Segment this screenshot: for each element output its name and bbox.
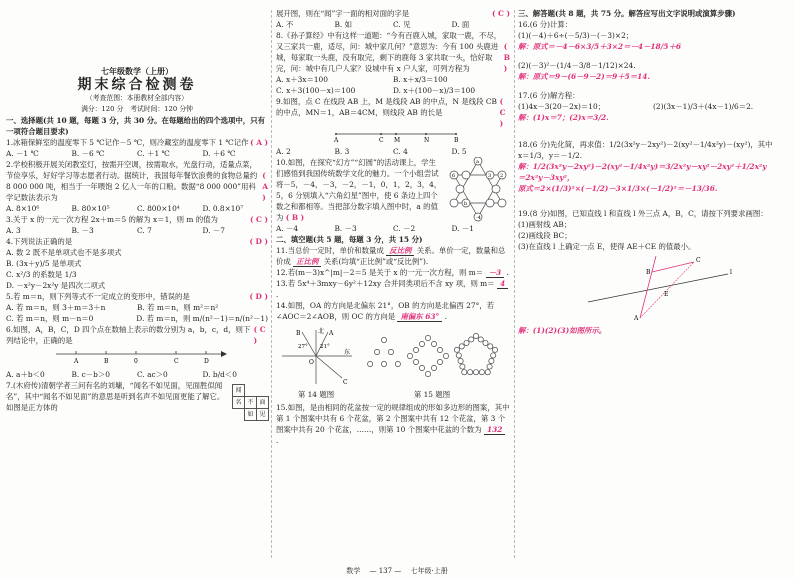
q6-options: A. a＋b＜0 B. c－b＞0 C. ac＞0 D. b/d＜0 (6, 370, 237, 379)
cube-face: 不 (244, 396, 257, 409)
label-east: 东 (344, 349, 351, 356)
cube-face: 名 (232, 396, 245, 409)
flowerpot (437, 359, 442, 364)
star-triangle (454, 161, 502, 203)
label-a: A (329, 330, 334, 337)
segment-point (395, 133, 397, 135)
star-node (450, 199, 458, 207)
q8-options: A. x＋3x＝100 B. x＋x/3＝100 (276, 75, 448, 84)
question-17: 17.(6 分)解方程： (1)4x－3(20－2x)＝10； (2)(3x－1)/3＋(4x－1)/6＝2. 解：(1)x＝7；(2)x＝3/2. (518, 90, 788, 123)
solution-16-2: 解：原式＝9－(6－9－2)＝9＋5＝14. (518, 72, 651, 81)
star-node-label: -4 (476, 215, 481, 221)
flowerpot (413, 359, 418, 364)
q4-option-c: C. x²/3 的系数是 1/3 (6, 270, 77, 279)
solution-18-1: 解：1/2(3x²y－2xy²)－2(xy²－1/4x²y)＝3/2x²y－xy²－2xy²＋1/2x²y (518, 162, 767, 171)
column-divider (271, 10, 272, 558)
flowerpot (478, 337, 483, 342)
segment-point (335, 133, 337, 135)
flowerpot (395, 361, 400, 366)
flowerpot (492, 347, 497, 352)
flowerpot (443, 353, 448, 358)
flowerpot (468, 370, 473, 375)
star-node (498, 199, 506, 207)
question-3: 3.关于 x 的一元一次方程 2x＋m＝5 的解为 x＝1，则 m 的值为 ( C ) (6, 215, 268, 224)
q4-option-d: D. －x²y－2x²y 是四次二项式 (6, 281, 106, 290)
ray-oc (316, 356, 342, 378)
label-c: C (343, 379, 348, 386)
figure-15-caption: 第 15 题图 (413, 390, 451, 399)
q2-options: A. 8×10⁶ B. 80×10⁵ C. 800×10⁴ D. 0.8×10⁷ (6, 204, 244, 213)
part2-heading: 二、填空题(共 5 题，每题 3 分，共 15 分) (276, 235, 423, 244)
segment-point (425, 133, 427, 135)
q4-option-b: B. (3x＋y)/5 是单项式 (6, 259, 82, 268)
flowerpot (456, 353, 461, 358)
question-18: 18.(6 分)先化简，再求值：1/2(3x²y－2xy²)－2(xy²－1/4x²y)－(xy²)，其中 x＝1/3，y＝－1/2. 解：1/2(3x²y－2xy²)－2(xy²－1/4x²y)＝3/2x²y－xy²－2xy²＋1/2x²y ＝2x²y－3xy²， 原式＝2×(1/3)²×(－1/2)－3×1/3×(－1/2)²＝－13/36. (518, 139, 788, 194)
question-9: 9.如图，点 C 在线段 AB 上，M 是线段 AB 的中点，N 是线段 CB 的中点，MN＝1，AB＝4CM，则线段 AB 的长是 ( C ) (276, 97, 506, 128)
star-node-label: 2 (500, 173, 504, 179)
star-node-label: 3 (488, 173, 492, 179)
part1-heading: 一、选择题(共 10 题，每题 3 分，共 30 分。在每题给出的四个选项中，只有一项符合题目要求) (6, 116, 265, 136)
q1-options: A. －1 ℃ B. －6 ℃ C. ＋1 ℃ D. ＋6 ℃ (6, 149, 236, 158)
question-6: 6.如图，A，B，C，D 四个点在数轴上表示的数分别为 a，b，c，d，则下列结论中，正确的是 ( C ) (6, 325, 266, 345)
flowerpot (431, 341, 436, 346)
flowerpot (485, 370, 490, 375)
number-line-label: C (174, 358, 179, 365)
cube-face: 面 (256, 396, 269, 409)
ray-ab (640, 256, 656, 318)
flowerpot (368, 361, 373, 366)
question-13: 13.若 5x⁴＋3mxy－6y²＋12xy 合并同类项后不含 xy 项，则 m＝ 4 . (276, 278, 510, 300)
flowerpot (473, 333, 478, 338)
column-3 (518, 8, 788, 336)
figure-14-caption: 第 14 题图 (297, 390, 335, 399)
flowerpot (460, 364, 465, 369)
flowerpot (431, 365, 436, 370)
solution-19: 解：(1)(2)(3)如图所示。 (518, 326, 607, 335)
solution-18-2: ＝2x²y－3xy²， (518, 173, 575, 182)
main-title: 期末综合检测卷 (77, 77, 197, 93)
question-16: 16.(6 分)计算： (1)(－4)＋6÷(－5/3)－(－3)×2； 解：原式＝－4－6×3/5＋3×2＝－4－18/5＋6 (2)(－3)²－(1/4－3/8－1/12)×24. 解：原式＝9－(6－9－2)＝9＋5＝14. (518, 19, 788, 82)
column-2 (276, 8, 510, 446)
segment-label: M (394, 137, 401, 143)
flowerpot (459, 344, 464, 349)
footer-subject: 数学 (346, 567, 361, 575)
question-19: 19.(8 分)如图，已知直线 l 和直线 l 外三点 A，B，C，请按下列要求画图： (1)画射线 AB； (2)画线段 BC； (3)在直线 l 上确定一点 E，使得 AE＋CE 的值最小。 A B C E l 解：(1)(2)(3)如图所示。 (518, 208, 788, 336)
star-node (492, 185, 500, 193)
label-angle-27: 27° (298, 344, 308, 350)
question-8: 8.《孙子算经》中有这样一道题：“今有百鹿入城，家取一鹿，不尽，又三家共一鹿，适尽，问：城中家几何？”意思为：今有 100 头鹿进城，每家取一头鹿，没有取完，剩下的鹿每 3 家共取一头，恰好取完，问：城中有几户人家？设城中有 x 户人家，可列方程为 ( B ) (276, 31, 510, 73)
label-e: E (664, 291, 669, 298)
label-angle-21: 21° (320, 344, 330, 350)
flowerpot (464, 340, 469, 345)
footer-grade: 七年级·上册 (410, 567, 448, 575)
question-7-cont: 展开图，则在“闻”字一面的相对面的字是 ( C ) (276, 9, 510, 18)
part3-heading: 三、解答题(共 8 题，共 75 分。解答应写出文字说明或演算步骤) (518, 9, 736, 18)
question-12: 12.若(m－3)x^|m|－2＝5 是关于 x 的一元一次方程，则 m＝ －3 . (276, 268, 509, 277)
flowerpot (425, 335, 430, 340)
label-o: O (309, 359, 314, 366)
meta-text: 满分：120 分 考试时间：120 分钟 (81, 105, 193, 113)
q5-options: A. 若 m＝n，则 3＋m＝3＋n B. 若 m＝n，则 m²＝n² (6, 303, 219, 312)
arrow-icon (221, 351, 227, 357)
segment-point (380, 133, 382, 135)
q3-options: A. 3 B. －3 C. 7 D. －7 (6, 226, 225, 235)
q10-options: A. －4 B. －3 C. －2 D. －1 (276, 224, 474, 233)
flowerpot (374, 349, 379, 354)
cube-net (232, 384, 268, 420)
flowerpot (413, 347, 418, 352)
compass-figure (276, 324, 356, 386)
q5-options-2: C. 若 m＝n，则 m－n＝0 D. 若 m＝n，则 m/(n²－1)＝n/(n²－1) (6, 314, 268, 323)
cube-face: 见 (256, 408, 269, 421)
flowerpot (491, 353, 496, 358)
star-node (486, 199, 494, 207)
flowerpot (488, 344, 493, 349)
figures-14-15 (276, 324, 510, 400)
question-7: 7.(木府传)清朝学者三问有名的刘墉，“闻名不如见面，见面胜似闻名”，其中“闻名不如见面”的意思是听到名声不如见面更能了解它。如图是正方体的 闻 名 不 如 见 面 (6, 380, 268, 420)
line-geometry-figure (518, 252, 778, 322)
q7-options: A. 不 B. 如 C. 见 D. 面 (276, 20, 470, 29)
grade-title: 七年级数学（上册） (101, 66, 173, 76)
star-figure (446, 157, 510, 223)
star-node-label: b (464, 201, 468, 207)
flowerpot (419, 341, 424, 346)
question-4: 4.下列说法正确的是 ( D ) (6, 237, 268, 246)
flowerpot (381, 361, 386, 366)
label-a: A (634, 315, 639, 322)
question-1: 1.冰箱保鲜室的温度零下 5 ℃记作－5 ℃，则冷藏室的温度零下 1 ℃记作 ( A ) (6, 138, 268, 147)
flowerpot (489, 358, 494, 363)
label-c: C (696, 257, 701, 264)
number-line-label: B (104, 358, 109, 365)
flowerpot (381, 337, 386, 342)
segment-point (455, 133, 457, 135)
q4-option-a: A. 数 2 既不是单项式也不是多项式 (6, 248, 122, 257)
question-14: 14.如图，OA 的方向是北偏东 21°，OB 的方向是北偏西 27°，若∠AOC＝2∠AOB，则 OC 的方向是 南偏东 63° . (276, 301, 495, 321)
solution-18-3: 原式＝2×(1/3)²×(－1/2)－3×1/3×(－1/2)²＝－13/36. (518, 184, 718, 193)
star-node (462, 171, 470, 179)
flowerpot (454, 347, 459, 352)
flowerpot (388, 349, 393, 354)
flowerpot (479, 370, 484, 375)
flowerpot (462, 370, 467, 375)
star-node-label: a (476, 159, 479, 165)
column-divider (514, 10, 515, 558)
solution-16-1: 解：原式＝－4－6×3/5＋3×2＝－4－18/5＋6 (518, 42, 682, 51)
segment-label: A (334, 137, 339, 143)
question-10: 10.如图，在探究“幻方”“幻圆”的活动课上，学生们感悟到我国传统数学文化的魅力。一个小组尝试将－5，－4，－3，－2，－1，0，1，2，3，4，5，6 分别填入“六角幻星”图中，使 6 条边上四个数之和都相等。当把部分数字填入图中时，a 的值为 ( B ) a 2 -4 6 3 b (276, 157, 510, 223)
segment-figure (276, 129, 506, 143)
flowerpot (458, 358, 463, 363)
flowerpot (473, 370, 478, 375)
line-l (588, 274, 728, 302)
label-b: B (296, 330, 301, 337)
star-node (456, 185, 464, 193)
flowerpot-figure (362, 324, 502, 386)
column-1 (6, 8, 268, 420)
solution-17: 解：(1)x＝7；(2)x＝3/2. (518, 113, 609, 122)
flowerpot (437, 347, 442, 352)
flowerpot (425, 371, 430, 376)
question-11: 11.当总价一定时，单价和数量成 反比例 关系。单价一定，数量和总价成 正比例 关系(均填“正比例”或“反比例”). (276, 246, 506, 266)
question-2: 2.学校积极开展关闭教室灯，按需开空调，按需取水，光盘行动，适量点菜，节俭享乐，好好学习等志愿者行动。据统计，我国每年餐饮浪费的食物总量约 8 000 000 吨，相当于一年喂饱 2 亿人一年的口粮。数据“8 000 000”用科学记数法表示为 ( A ) (6, 160, 268, 202)
flowerpot (487, 364, 492, 369)
scope-text: （考查范围：本册教材全部内容） (86, 94, 188, 102)
cube-face: 闻 (232, 384, 245, 397)
number-line-figure (6, 346, 256, 366)
segment-label: N (424, 137, 430, 143)
segment-label: B (454, 137, 459, 143)
label-l: l (730, 269, 732, 276)
q8-options-2: C. x＋3(100－x)＝100 D. x＋(100－x)/3＝100 (276, 86, 476, 95)
label-b: B (646, 269, 651, 276)
cube-face: 如 (244, 408, 257, 421)
flowerpot (419, 365, 424, 370)
number-line-label: D (204, 358, 209, 365)
number-line-label: 0 (134, 358, 138, 365)
segment-bc (652, 262, 694, 272)
segment-label: C (379, 137, 384, 143)
flowerpot (469, 337, 474, 342)
page-footer (0, 566, 794, 576)
number-line-label: A (74, 358, 79, 365)
flowerpot (407, 353, 412, 358)
flowerpot (483, 340, 488, 345)
footer-page-number: — 137 — (369, 567, 402, 575)
question-5: 5.若 m＝n，则下列等式不一定成立的变形中，错误的是 ( D ) (6, 292, 268, 301)
question-15: 15.如图，是由相同的花盆按一定的规律组成的形如多边形的图案，其中第 1 个图案中共有 6 个花盆，第 2 个图案中共有 12 个花盆，第 3 个图案中共有 20 个花盆，……，则第 10 个图案中花盆的个数为 132 . (276, 403, 510, 445)
q9-options: A. 2 B. 3 C. 4 D. 5 (276, 147, 467, 156)
label-north: 北 (318, 328, 325, 335)
star-triangle (454, 175, 502, 217)
star-node-label: 6 (452, 173, 456, 179)
